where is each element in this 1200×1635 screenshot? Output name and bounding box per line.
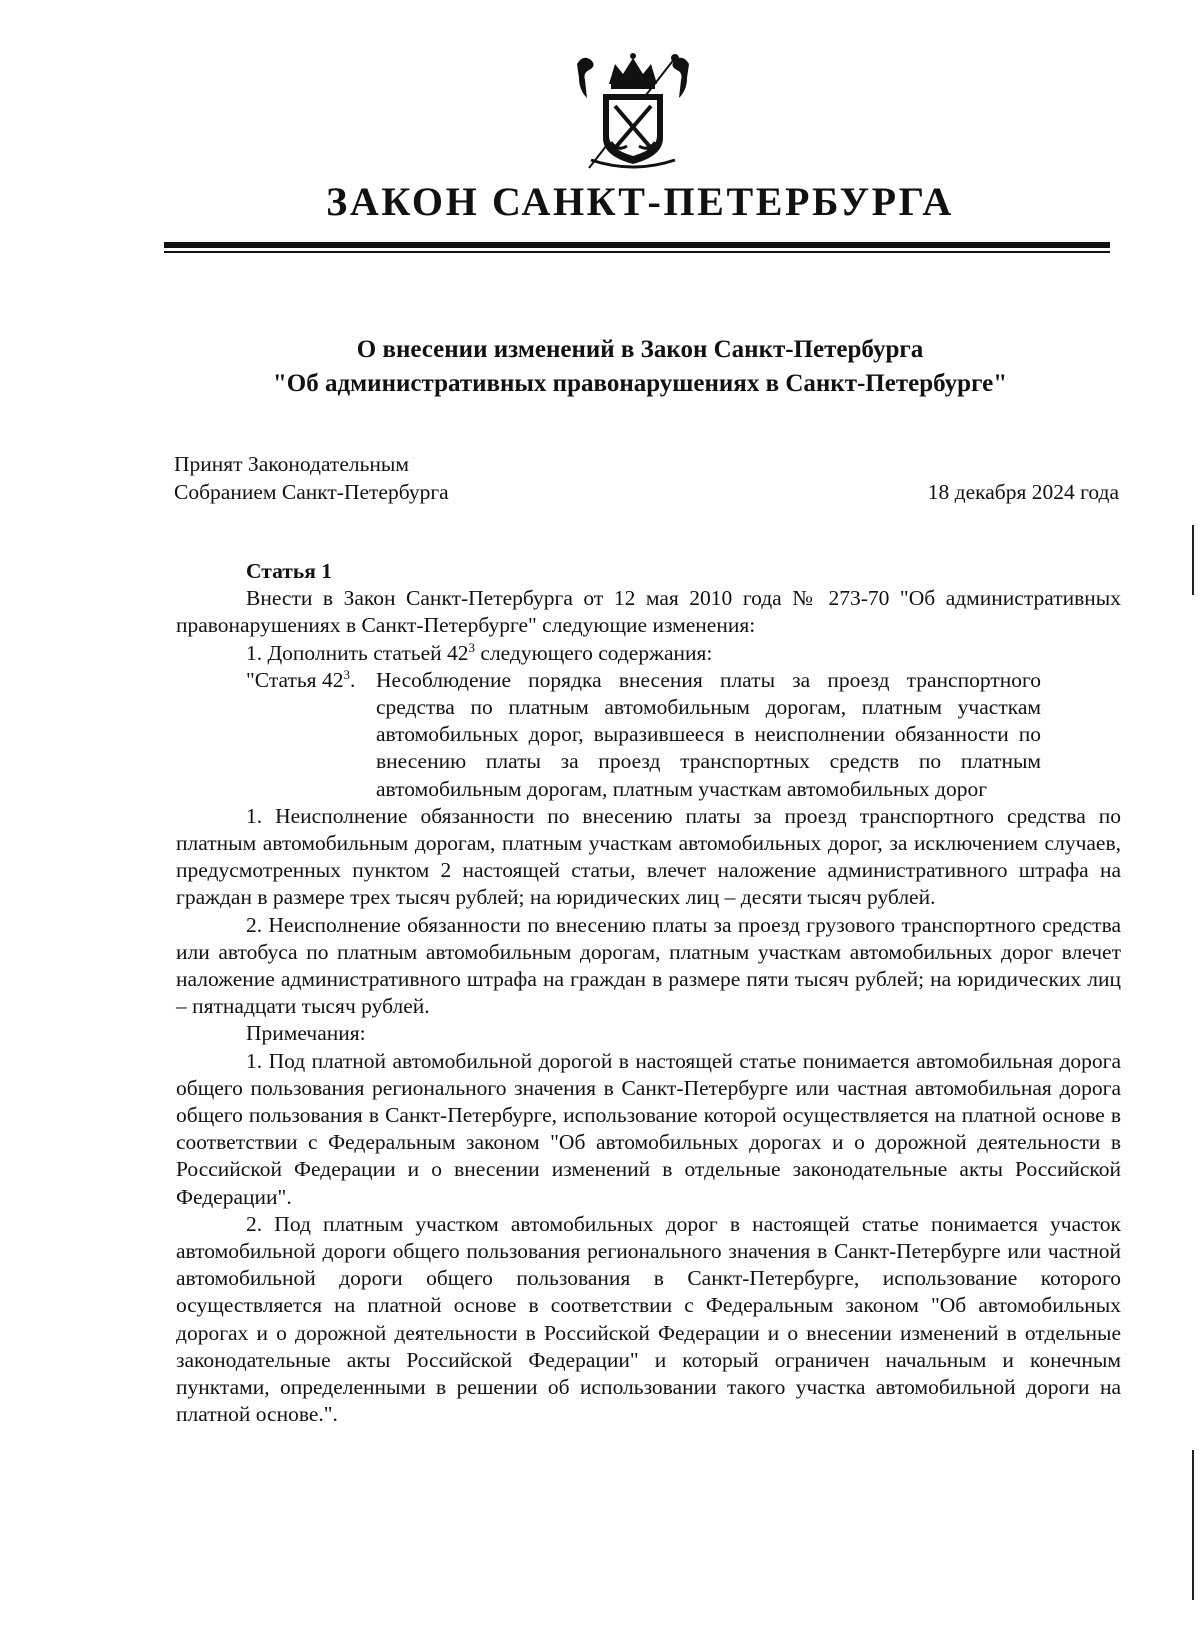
article-1-intro: Внести в Закон Санкт-Петербурга от 12 мая 2010 года № 273-70 "Об административных правонарушениях в Санкт-Петербурге" следующие изменения: xyxy=(176,586,1121,638)
article-1 xyxy=(176,558,1121,1429)
new-article-title: Несоблюдение порядка внесения платы за проезд транспортного средства по платным автомобильным дорогам, платным участкам автомобильных дорог, выразившееся в неисполнении обязанности по внесению платы за проезд транспортных средств по платным автомобильным дорогам, платным участкам автомобильных дорог xyxy=(376,667,1041,801)
item-1-superscript: 3 xyxy=(468,639,476,655)
article-1-heading: Статья 1 xyxy=(246,559,332,583)
adoption-line-1: Принят Законодательным xyxy=(174,452,409,476)
new-article-superscript: 3 xyxy=(343,666,350,682)
header-rule-thick xyxy=(164,242,1110,248)
notes-heading: Примечания: xyxy=(246,1021,366,1046)
note-1: 1. Под платной автомобильной дорогой в настоящей статье понимается автомобильная дорога общего пользования регионального значения в Санкт-Петербурге или частная автомобильная дорога общего пользования в Санкт-Петербурге, использование которой осуществляется на платной основе в соответствии с Федеральным законом "Об автомобильных дорогах и о дорожной деятельности в Российской Федерации и о внесении изменений в отдельные законодательные акты Российской Федерации". xyxy=(176,1048,1121,1209)
new-article-label xyxy=(246,667,355,694)
note-2: 2. Под платным участком автомобильных дорог в настоящей статье понимается участок автомобильной дороги общего пользования регионального значения в Санкт-Петербурге или частной автомобильной дороги общего пользования в Санкт-Петербурге, использование которого осуществляется на платной основе в соответствии с Федеральным законом "Об автомобильных дорогах и о дорожной деятельности в Российской Федерации и о внесении изменений в отдельные законодательные акты Российской Федерации" и который ограничен начальным и конечным пунктами, определенными в решении об использовании такого участка автомобильной дороги на платной основе.". xyxy=(176,1211,1121,1427)
scan-edge-mark xyxy=(1192,525,1194,595)
adoption-line-2: Собранием Санкт-Петербурга xyxy=(174,480,449,504)
article-1-item-1 xyxy=(176,640,1121,667)
adoption-statement xyxy=(174,450,449,506)
new-article-label-text: "Статья 42 xyxy=(246,667,344,692)
paragraph-1: 1. Неисполнение обязанности по внесению платы за проезд транспортного средства по платным автомобильным дорогам, платным участкам автомобильных дорог, за исключением случаев, предусмотренных пунктом 2 настоящей статьи, влечет наложение административного штрафа на граждан в размере трех тысяч рублей; на юридических лиц – десяти тысяч рублей. xyxy=(176,803,1121,910)
law-title xyxy=(160,333,1120,401)
adoption-date: 18 декабря 2024 года xyxy=(927,480,1119,504)
item-1-text: 1. Дополнить статьей 42 xyxy=(246,640,469,665)
header-rule-thin xyxy=(164,251,1110,253)
scan-edge-mark xyxy=(1192,1450,1194,1600)
law-title-line-2: "Об административных правонарушениях в Санкт-Петербурге" xyxy=(272,370,1008,397)
document-header-title: ЗАКОН САНКТ-ПЕТЕРБУРГА xyxy=(326,179,954,224)
new-article-42-3 xyxy=(176,667,1121,803)
new-article-label-tail: . xyxy=(349,667,356,692)
law-title-line-1: О внесении изменений в Закон Санкт-Петербурга xyxy=(356,336,924,363)
item-1-tail: следующего содержания: xyxy=(475,640,713,665)
coat-of-arms-icon xyxy=(571,50,695,172)
paragraph-2: 2. Неисполнение обязанности по внесению платы за проезд грузового транспортного средства или автобуса по платным автомобильным дорогам, платным участкам автомобильных дорог влечет наложение административного штрафа на граждан в размере пяти тысяч рублей; на юридических лиц – пятнадцати тысяч рублей. xyxy=(176,912,1121,1019)
